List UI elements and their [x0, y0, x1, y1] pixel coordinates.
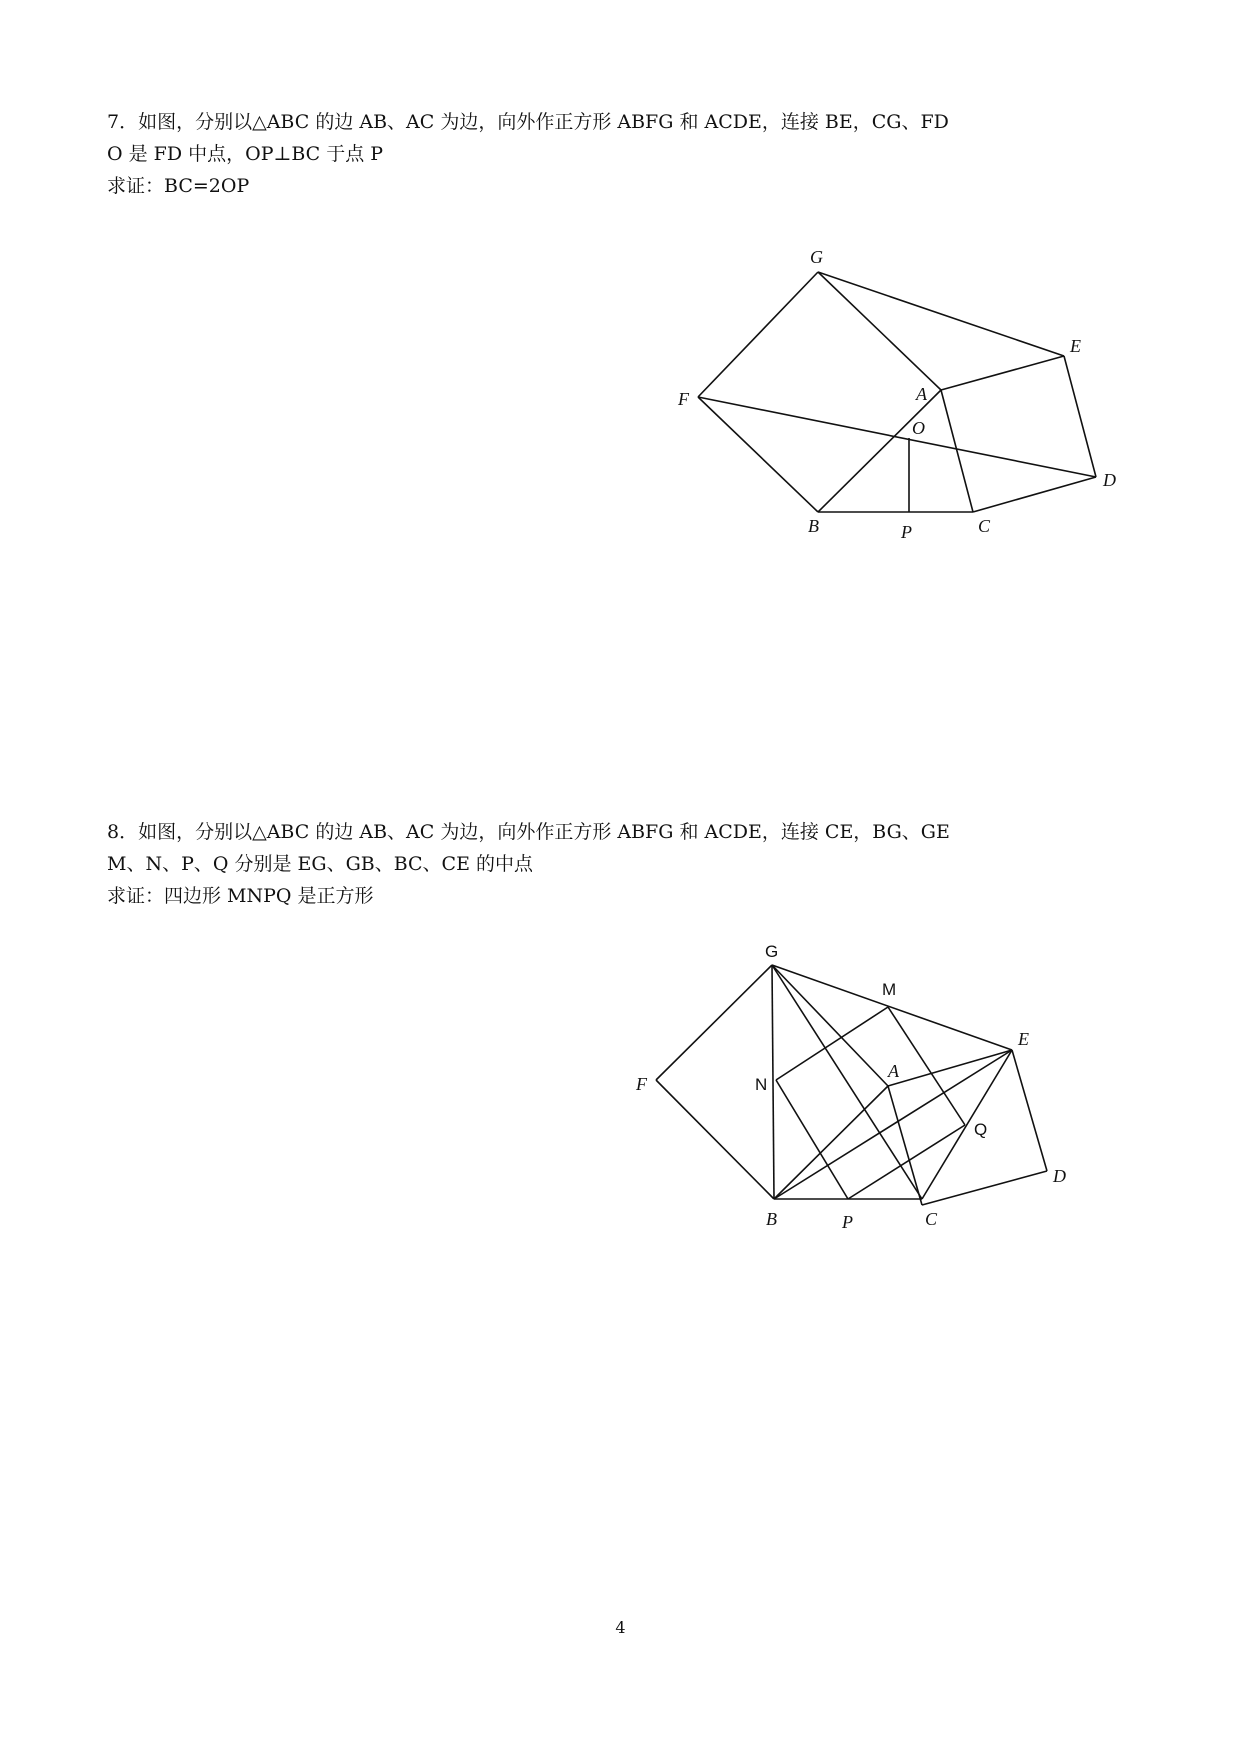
- segment-AE: [941, 356, 1064, 390]
- problem7-figure: [660, 240, 1150, 550]
- label-O: O: [912, 418, 925, 438]
- segment-AG: [818, 272, 941, 390]
- label-P: P: [842, 1212, 853, 1232]
- segment-FD: [698, 397, 1096, 477]
- segment-AG: [772, 965, 888, 1086]
- label-A: A: [916, 384, 927, 404]
- label-C: C: [978, 516, 991, 536]
- segment-BA: [818, 390, 941, 512]
- label-C: C: [925, 1209, 938, 1229]
- segment-ED: [1012, 1050, 1047, 1171]
- segment-GF: [656, 965, 772, 1080]
- segment-GF: [698, 272, 818, 397]
- problem8-diagram: [620, 935, 1100, 1245]
- label-Q: Q: [974, 1120, 988, 1139]
- segment-DC: [922, 1171, 1047, 1205]
- label-F: F: [678, 389, 689, 409]
- segment-ED: [1064, 356, 1096, 477]
- label-A: A: [888, 1061, 899, 1081]
- segment-CA: [888, 1086, 922, 1205]
- label-M: M: [882, 980, 897, 999]
- problem8-statement-line2: M、N、P、Q 分别是 EG、GB、BC、CE 的中点: [107, 853, 534, 875]
- problem8-statement-line1: 8．如图，分别以△ABC 的边 AB、AC 为边，向外作正方形 ABFG 和 ACDE，连接 CE，BG、GE: [107, 821, 950, 843]
- page-number: 4: [615, 1618, 626, 1637]
- segment-QM: [888, 1007, 965, 1125]
- label-E: E: [1018, 1029, 1029, 1049]
- label-D: D: [1103, 470, 1116, 490]
- label-B: B: [766, 1209, 777, 1229]
- problem7-diagram: [660, 240, 1150, 550]
- segment-GB: [772, 965, 774, 1199]
- label-G: G: [765, 942, 779, 961]
- problem7-prove-line: 求证：BC=2OP: [107, 175, 250, 197]
- segment-BA: [774, 1086, 888, 1199]
- label-F: F: [636, 1074, 647, 1094]
- segment-PQ: [848, 1125, 965, 1199]
- segment-FB: [656, 1080, 774, 1199]
- segment-GE: [772, 965, 1012, 1050]
- label-N: N: [755, 1075, 768, 1094]
- label-D: D: [1053, 1166, 1066, 1186]
- label-B: B: [808, 516, 819, 536]
- problem7-statement-line2: O 是 FD 中点，OP⊥BC 于点 P: [107, 143, 384, 165]
- label-G: G: [810, 247, 823, 267]
- segment-GE: [818, 272, 1064, 356]
- segment-FB: [698, 397, 818, 512]
- problem8-prove-line: 求证：四边形 MNPQ 是正方形: [107, 885, 374, 907]
- problem7-statement-line1: 7．如图，分别以△ABC 的边 AB、AC 为边，向外作正方形 ABFG 和 ACDE，连接 BE，CG、FD: [107, 111, 949, 133]
- label-P: P: [901, 522, 912, 542]
- problem8-figure: [620, 935, 1100, 1245]
- segment-DC: [973, 477, 1096, 512]
- segment-NP: [776, 1080, 848, 1199]
- label-E: E: [1070, 336, 1081, 356]
